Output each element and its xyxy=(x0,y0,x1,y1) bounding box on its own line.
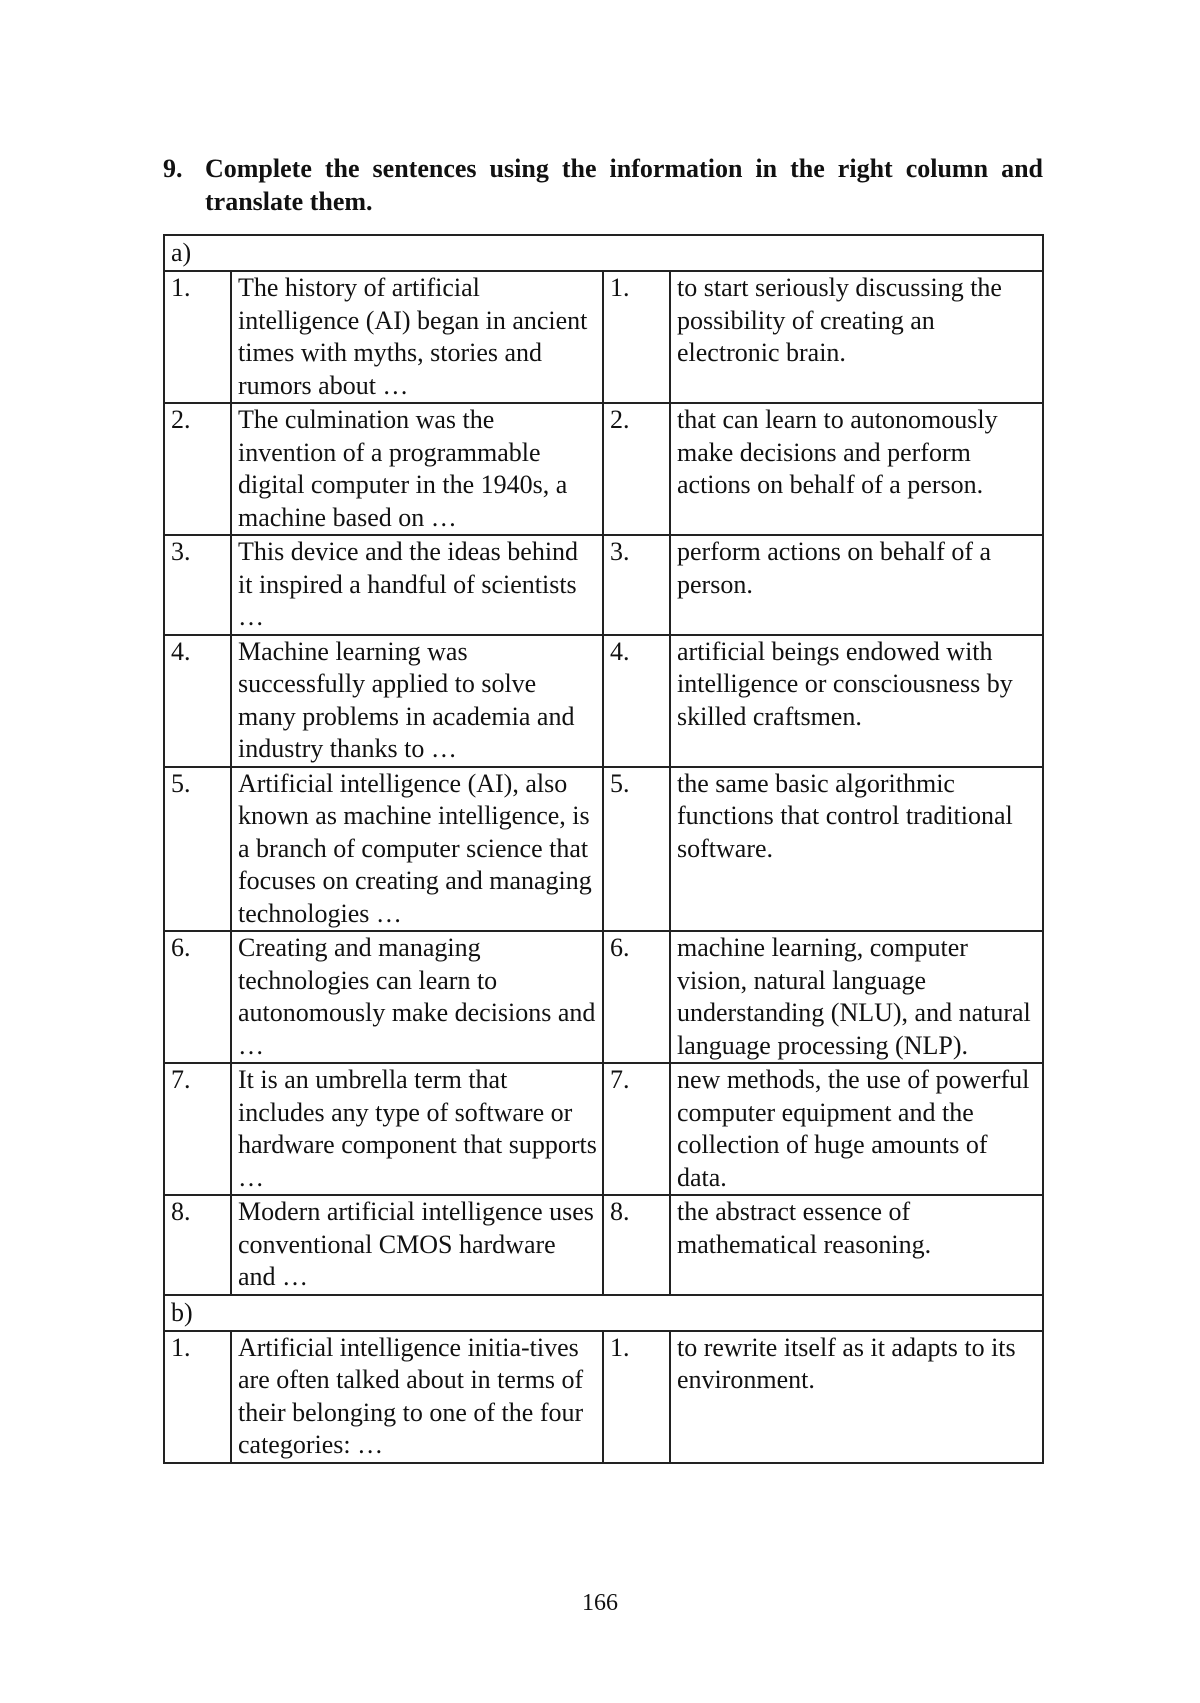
sentence-start: This device and the ideas behind it inspired a handful of scientists … xyxy=(231,535,603,635)
right-item-number: 1. xyxy=(603,271,670,403)
right-item-number: 2. xyxy=(603,403,670,535)
left-item-number: 2. xyxy=(164,403,231,535)
exercise-number: 9. xyxy=(163,154,183,183)
right-item-number: 3. xyxy=(603,535,670,635)
right-item-number: 7. xyxy=(603,1063,670,1195)
table-row xyxy=(164,403,1043,535)
sentence-ending: machine learning, computer vision, natural language understanding (NLU), and natural language processing (NLP). xyxy=(670,931,1043,1063)
sentence-start: Machine learning was successfully applied to solve many problems in academia and industry thanks to … xyxy=(231,635,603,767)
sentence-ending: that can learn to autonomously make decisions and perform actions on behalf of a person. xyxy=(670,403,1043,535)
sentence-start: Creating and managing technologies can learn to autonomously make decisions and … xyxy=(231,931,603,1063)
table-row xyxy=(164,271,1043,403)
matching-table xyxy=(163,234,1044,1464)
sentence-start: Artificial intelligence (AI), also known as machine intelligence, is a branch of computer science that focuses on creating and managing technologies … xyxy=(231,767,603,932)
table-row xyxy=(164,767,1043,932)
sentence-ending: the abstract essence of mathematical reasoning. xyxy=(670,1195,1043,1295)
sentence-start: Artificial intelligence initia-tives are often talked about in terms of their belonging to one of the four categories: … xyxy=(231,1331,603,1463)
matching-table-body xyxy=(164,235,1043,1463)
exercise-heading xyxy=(163,152,1043,218)
table-row xyxy=(164,931,1043,1063)
table-row xyxy=(164,635,1043,767)
sentence-ending: the same basic algorithmic functions that control traditional software. xyxy=(670,767,1043,932)
right-item-number: 1. xyxy=(603,1331,670,1463)
section-label: a) xyxy=(164,235,1043,271)
sentence-ending: perform actions on behalf of a person. xyxy=(670,535,1043,635)
sentence-ending: to start seriously discussing the possibility of creating an electronic brain. xyxy=(670,271,1043,403)
exercise-instruction: Complete the sentences using the information in the right column and translate them. xyxy=(205,154,1043,216)
table-row xyxy=(164,1063,1043,1195)
table-row xyxy=(164,1331,1043,1463)
sentence-start: The history of artificial intelligence (AI) began in ancient times with myths, stories and rumors about … xyxy=(231,271,603,403)
table-row xyxy=(164,1195,1043,1295)
section-row xyxy=(164,235,1043,271)
sentence-start: It is an umbrella term that includes any type of software or hardware component that supports … xyxy=(231,1063,603,1195)
right-item-number: 4. xyxy=(603,635,670,767)
section-label: b) xyxy=(164,1295,1043,1331)
right-item-number: 5. xyxy=(603,767,670,932)
left-item-number: 1. xyxy=(164,1331,231,1463)
left-item-number: 4. xyxy=(164,635,231,767)
left-item-number: 1. xyxy=(164,271,231,403)
table-row xyxy=(164,535,1043,635)
left-item-number: 6. xyxy=(164,931,231,1063)
right-item-number: 6. xyxy=(603,931,670,1063)
left-item-number: 5. xyxy=(164,767,231,932)
sentence-start: Modern artificial intelligence uses conventional CMOS hardware and … xyxy=(231,1195,603,1295)
sentence-start: The culmination was the invention of a programmable digital computer in the 1940s, a machine based on … xyxy=(231,403,603,535)
right-item-number: 8. xyxy=(603,1195,670,1295)
sentence-ending: artificial beings endowed with intelligence or consciousness by skilled craftsmen. xyxy=(670,635,1043,767)
left-item-number: 7. xyxy=(164,1063,231,1195)
page-number: 166 xyxy=(582,1590,618,1616)
left-item-number: 8. xyxy=(164,1195,231,1295)
section-row xyxy=(164,1295,1043,1331)
sentence-ending: to rewrite itself as it adapts to its environment. xyxy=(670,1331,1043,1463)
sentence-ending: new methods, the use of powerful computer equipment and the collection of huge amounts of data. xyxy=(670,1063,1043,1195)
left-item-number: 3. xyxy=(164,535,231,635)
